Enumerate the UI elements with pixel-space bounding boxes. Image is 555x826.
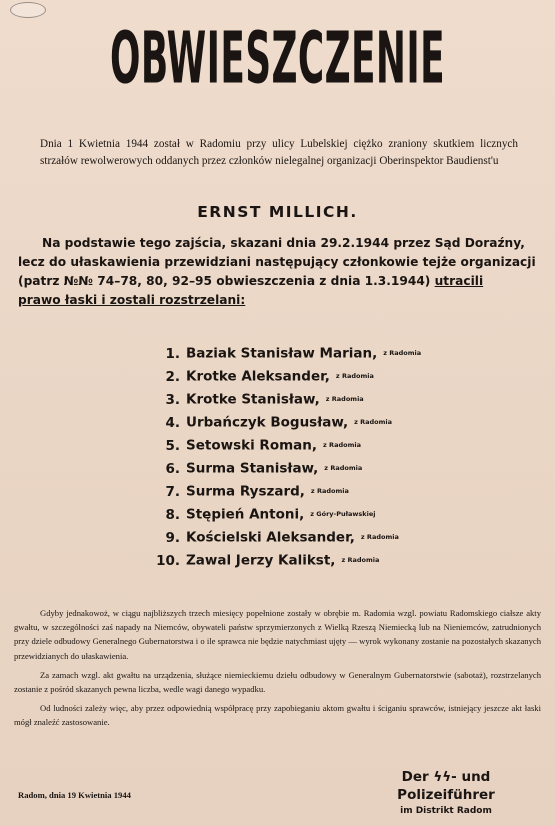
list-item	[150, 434, 480, 457]
list-item	[150, 503, 480, 526]
stamp-mark	[10, 2, 46, 18]
signature-line-1: Der ϟϟ- und Polizeiführer	[397, 769, 495, 803]
list-item	[150, 388, 480, 411]
decree-lost-text: utracili	[434, 274, 484, 288]
list-item	[150, 342, 480, 365]
list-item-place: z Radomia	[324, 464, 363, 472]
list-item	[150, 526, 480, 549]
list-item	[150, 457, 480, 480]
place-date: Radom, dnia 19 Kwietnia 1944	[18, 790, 131, 800]
list-item-name: Setowski Roman,	[186, 437, 318, 454]
decree-block	[18, 234, 540, 310]
intro-text: Dnia 1 Kwietnia 1944 został w Radomiu przy ulicy Lubelskiej ciężko zraniony skutkiem licznych strzałów rewolwerowych oddanych przez członków nielegalnej organizacji Oberinspektor Baudienst'u	[40, 138, 518, 167]
list-item-name: Baziak Stanisław Marian,	[186, 345, 378, 362]
list-item-number: 1.	[165, 345, 180, 362]
list-item-number: 8.	[165, 506, 180, 523]
list-item-name: Surma Ryszard,	[186, 483, 305, 500]
list-item-name: Krotke Stanisław,	[186, 391, 320, 408]
decree-line-3	[18, 272, 540, 291]
list-item-number: 7.	[165, 483, 180, 500]
executed-list	[150, 342, 480, 572]
list-item	[150, 480, 480, 503]
list-item	[150, 411, 480, 434]
list-item-place: z Góry-Puławskiej	[310, 510, 376, 518]
list-item-number: 6.	[165, 460, 180, 477]
signature-line-2: im Distrikt Radom	[400, 806, 492, 816]
list-item	[150, 549, 480, 572]
victim-name: ERNST MILLICH.	[197, 203, 358, 221]
list-item-number: 5.	[165, 437, 180, 454]
list-item-name: Kościelski Aleksander,	[186, 529, 355, 546]
decree-line-3-text: (patrz №№ 74–78, 80, 92–95 obwieszczenia z dnia 1.3.1944)	[18, 274, 435, 288]
population-paragraph: Od ludności zależy więc, aby przez odpowiednią współpracę przy zapobieganiu aktom gwałtu i ściganiu sprawców, istniejący jeszcze akt łaski mógł znaleźć zastosowanie.	[14, 703, 541, 728]
list-item-place: z Radomia	[383, 349, 422, 357]
list-item-place: z Radomia	[323, 441, 361, 449]
list-item-name: Surma Stanisław,	[186, 460, 319, 477]
signature-block	[351, 768, 541, 818]
list-item-name: Zawal Jerzy Kalikst,	[186, 552, 336, 569]
list-item	[150, 365, 480, 388]
list-item-name: Stępień Antoni,	[186, 506, 305, 523]
list-item-place: z Radomia	[354, 418, 393, 426]
decree-line-2: lecz do ułaskawienia przewidziani następujący członkowie tejże organizacji	[18, 255, 536, 269]
list-item-name: Urbańczyk Bogusław,	[186, 414, 349, 431]
list-item-place: z Radomia	[341, 556, 380, 564]
decree-line-4: prawo łaski i zostali rozstrzelani:	[18, 293, 246, 307]
list-item-place: z Radomia	[335, 372, 374, 380]
poster-title: OBWIESZCZENIE	[109, 15, 445, 100]
decree-line-1: Na podstawie tego zajścia, skazani dnia 29.2.1944 przez Sąd Doraźny,	[42, 236, 525, 250]
list-item-number: 9.	[165, 529, 180, 546]
list-item-number: 10.	[156, 552, 180, 569]
list-item-number: 2.	[165, 368, 180, 385]
list-item-place: z Radomia	[325, 395, 364, 403]
list-item-place: z Radomia	[310, 487, 349, 495]
sabotage-paragraph: Za zamach wzgl. akt gwałtu na urządzenia, służące niemieckiemu dziełu odbudowy w Generalnym Gubernatorstwie (sabotaż), rozstrzelanych zostanie z pośród skazanych pewna liczba, wedle wagi danego wypadku.	[14, 669, 541, 695]
list-item-number: 3.	[165, 391, 180, 408]
list-item-name: Krotke Aleksander,	[186, 368, 330, 385]
list-item-place: z Radomia	[360, 533, 399, 541]
warning-paragraph: Gdyby jednakowoż, w ciągu najbliższych trzech miesięcy popełnione zostały w obrębie m. Radomia wzgl. powiatu Radomskiego ciałsze akty gwałtu, w szczególności zaś napady na Niemców, obywateli państw sprzymierzonych z Wielką Rzeszą Niemiecką lub na Nieniemców, zatrudnionych przy dziele odbudowy Generalnego Gubernatorstwa i o ile sprawca nie będzie natychmiast ujęty — wyrok wykonany zostanie na pozostałych skazanych przewidzianych do ułaskawienia.	[14, 608, 541, 661]
body-paragraphs	[14, 606, 541, 735]
intro-paragraph	[40, 136, 518, 170]
list-item-number: 4.	[165, 414, 180, 431]
